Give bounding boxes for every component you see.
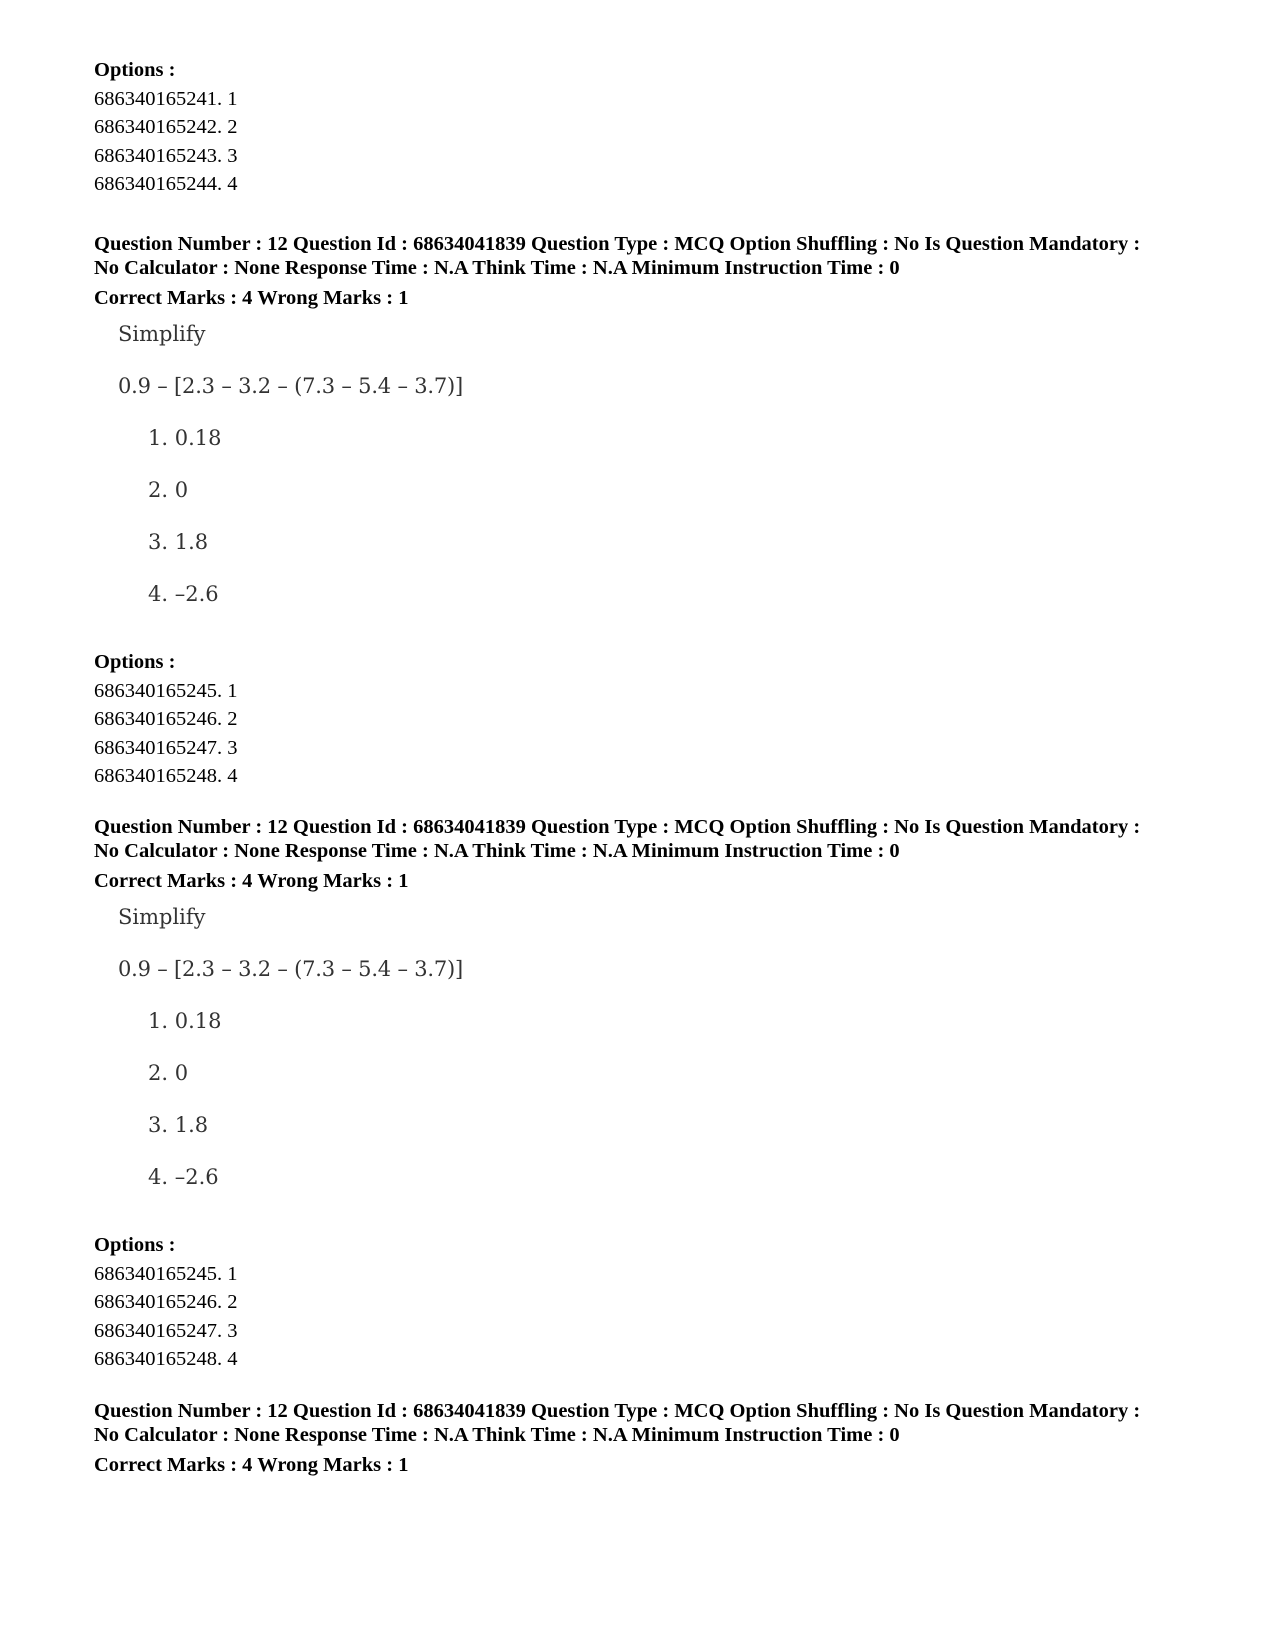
answer-choice: 4. –2.6 bbox=[148, 582, 219, 606]
question-meta-line-2: No Calculator : None Response Time : N.A Think Time : N.A Minimum Instruction Time : 0 bbox=[94, 840, 900, 862]
question-marks: Correct Marks : 4 Wrong Marks : 1 bbox=[94, 287, 409, 309]
answer-choice: 3. 1.8 bbox=[148, 1113, 209, 1137]
option-item: 686340165246. 2 bbox=[94, 1291, 238, 1313]
option-item: 686340165248. 4 bbox=[94, 1348, 238, 1370]
question-meta-line-1: Question Number : 12 Question Id : 68634041839 Question Type : MCQ Option Shuffling : No Is Question Mandatory : bbox=[94, 1400, 1141, 1422]
options-block bbox=[94, 1231, 1194, 1374]
options-block bbox=[94, 648, 1194, 791]
answer-choice: 4. –2.6 bbox=[148, 1165, 219, 1189]
question-marks: Correct Marks : 4 Wrong Marks : 1 bbox=[94, 1454, 409, 1476]
question-marks: Correct Marks : 4 Wrong Marks : 1 bbox=[94, 870, 409, 892]
question-prompt: Simplify bbox=[118, 905, 206, 929]
question-block bbox=[94, 232, 1194, 791]
question-meta-line-1: Question Number : 12 Question Id : 68634041839 Question Type : MCQ Option Shuffling : No Is Question Mandatory : bbox=[94, 816, 1141, 838]
option-item: 686340165247. 3 bbox=[94, 1319, 238, 1342]
question-header bbox=[94, 815, 1194, 893]
top-options-block bbox=[94, 56, 238, 199]
question-body bbox=[94, 310, 1194, 640]
options-label: Options : bbox=[94, 1234, 176, 1256]
question-header bbox=[94, 1399, 1194, 1477]
question-meta-line-1: Question Number : 12 Question Id : 68634041839 Question Type : MCQ Option Shuffling : No Is Question Mandatory : bbox=[94, 233, 1141, 255]
question-block bbox=[94, 1399, 1194, 1477]
options-label: Options : bbox=[94, 59, 176, 81]
question-header bbox=[94, 232, 1194, 310]
question-block bbox=[94, 815, 1194, 1374]
option-item: 686340165245. 1 bbox=[94, 679, 238, 702]
answer-choice: 1. 0.18 bbox=[148, 1009, 222, 1033]
options-label: Options : bbox=[94, 651, 176, 673]
question-meta-line-2: No Calculator : None Response Time : N.A Think Time : N.A Minimum Instruction Time : 0 bbox=[94, 1424, 900, 1446]
question-expression: 0.9 – [2.3 – 3.2 – (7.3 – 5.4 – 3.7)] bbox=[118, 374, 464, 398]
question-meta-line-2: No Calculator : None Response Time : N.A Think Time : N.A Minimum Instruction Time : 0 bbox=[94, 257, 900, 279]
answer-choice: 1. 0.18 bbox=[148, 426, 222, 450]
answer-choice: 3. 1.8 bbox=[148, 530, 209, 554]
option-item: 686340165243. 3 bbox=[94, 144, 238, 167]
option-item: 686340165242. 2 bbox=[94, 116, 238, 138]
question-expression: 0.9 – [2.3 – 3.2 – (7.3 – 5.4 – 3.7)] bbox=[118, 957, 464, 981]
option-item: 686340165241. 1 bbox=[94, 87, 238, 110]
option-item: 686340165246. 2 bbox=[94, 708, 238, 730]
option-item: 686340165244. 4 bbox=[94, 173, 238, 195]
question-prompt: Simplify bbox=[118, 322, 206, 346]
question-body bbox=[94, 893, 1194, 1223]
answer-choice: 2. 0 bbox=[148, 478, 189, 502]
answer-choice: 2. 0 bbox=[148, 1061, 189, 1085]
option-item: 686340165247. 3 bbox=[94, 736, 238, 759]
option-item: 686340165248. 4 bbox=[94, 765, 238, 787]
option-item: 686340165245. 1 bbox=[94, 1262, 238, 1285]
